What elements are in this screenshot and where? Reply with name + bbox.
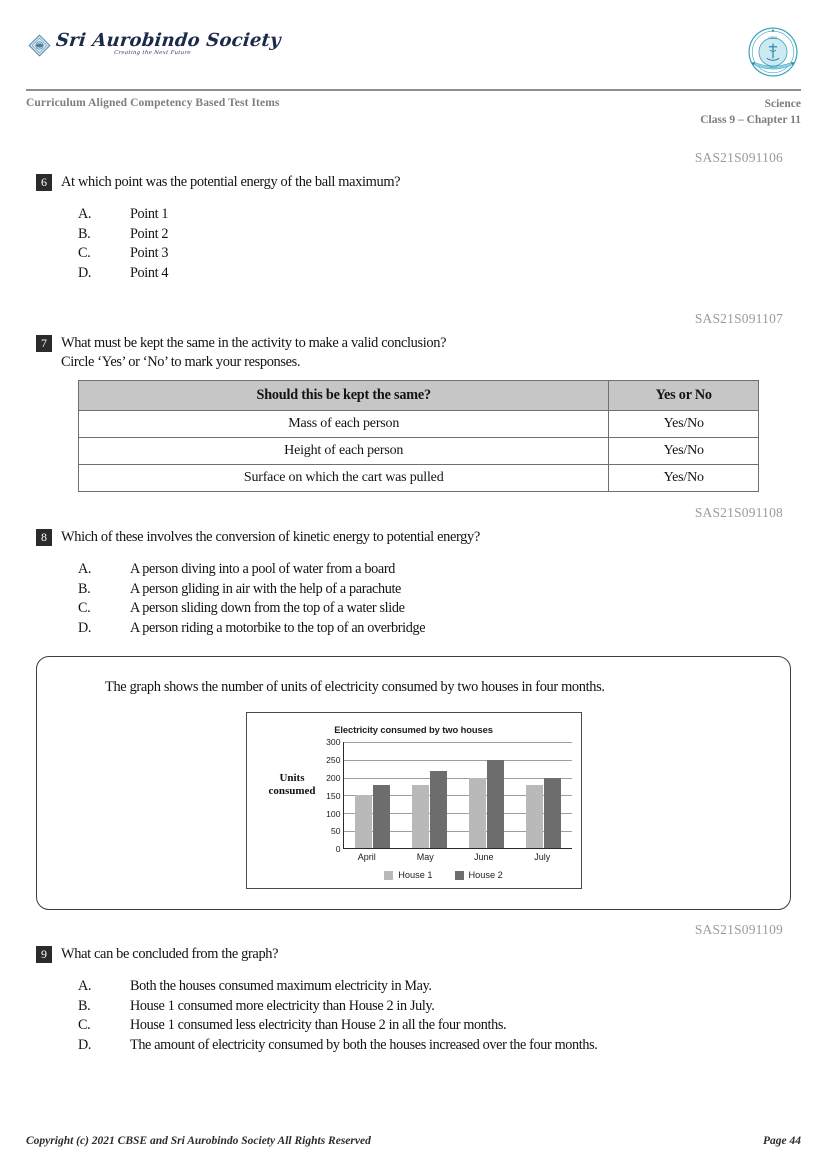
item-code-7: SAS21S091107	[694, 310, 783, 326]
cbse-emblem-icon	[747, 26, 799, 78]
stimulus-box	[36, 656, 791, 910]
options-list-9	[0, 977, 827, 1055]
table-header-row	[79, 381, 759, 411]
item-code-9: SAS21S091109	[694, 922, 783, 938]
x-tick-label: May	[416, 852, 434, 863]
option-item[interactable]	[78, 560, 827, 579]
sas-diamond-icon	[28, 34, 51, 57]
question-block-8	[0, 505, 827, 638]
table-row	[79, 465, 759, 492]
bar-house1-april	[355, 795, 372, 848]
bar-house2-july	[544, 778, 561, 849]
y-tick: 250	[326, 755, 341, 766]
question-stem-row-8	[0, 528, 827, 547]
copyright-text: Copyright (c) 2021 CBSE and Sri Aurobindo Society All Rights Reserved	[26, 1135, 371, 1147]
question-stem-row-9	[0, 945, 827, 964]
question-block-7	[0, 311, 827, 492]
page-number: Page 44	[762, 1135, 801, 1147]
bar-house1-june	[469, 778, 486, 849]
table-row	[79, 411, 759, 438]
option-text: Point 4	[130, 264, 169, 281]
bar-house1-july	[526, 785, 543, 849]
option-text: Point 1	[130, 206, 169, 223]
option-text: Point 3	[130, 245, 169, 262]
legend-label: House 2	[468, 870, 503, 881]
table-cell-statement: Mass of each person	[79, 411, 609, 438]
y-axis-label-line1: Units	[279, 771, 305, 784]
sas-wordmark	[56, 32, 281, 56]
legend-swatch-icon	[384, 871, 393, 880]
y-axis-label-line2: consumed	[268, 784, 316, 797]
chart-x-axis-labels	[338, 852, 572, 862]
option-letter: B.	[78, 225, 91, 242]
option-text: A person riding a motorbike to the top of an overbridge	[130, 619, 426, 636]
chart-title: Electricity consumed by two houses	[334, 724, 493, 736]
chart-plot-area	[343, 742, 572, 849]
option-letter: D.	[78, 264, 92, 281]
y-tick: 300	[326, 737, 341, 748]
chart-bar-groups	[344, 742, 572, 848]
stimulus-intro-text: The graph shows the number of units of electricity consumed by two houses in four months.	[105, 679, 605, 696]
option-text: The amount of electricity consumed by both the houses increased over the four months.	[130, 1036, 598, 1053]
option-item[interactable]	[78, 619, 827, 638]
questions-container	[0, 150, 827, 1055]
item-code-8: SAS21S091108	[694, 505, 783, 521]
question-text-8: Which of these involves the conversion of kinetic energy to potential energy?	[61, 529, 480, 546]
option-item[interactable]	[78, 977, 827, 996]
option-item[interactable]	[78, 1016, 827, 1035]
option-letter: A.	[78, 206, 92, 223]
svg-text:INDIA: INDIA	[769, 65, 777, 70]
option-letter: B.	[78, 997, 91, 1014]
question-block-9	[0, 922, 827, 1055]
bar-house1-may	[412, 785, 429, 849]
question-text-line2: Circle ‘Yes’ or ‘No’ to mark your responses.	[61, 354, 301, 371]
y-tick: 150	[326, 790, 341, 801]
society-tagline: Creating the Next Future	[113, 50, 192, 56]
option-item[interactable]	[78, 264, 827, 283]
chart-legend	[316, 870, 572, 882]
table-header-cell: Yes or No	[609, 381, 759, 411]
chart-body	[256, 737, 572, 855]
option-text: A person sliding down from the top of a water slide	[130, 600, 405, 617]
legend-item-house1	[384, 870, 432, 880]
bar-group-april	[344, 742, 401, 848]
yes-no-table	[78, 380, 759, 492]
option-text: Point 2	[130, 225, 169, 242]
y-tick: 100	[326, 808, 341, 819]
table-cell-response[interactable]: Yes/No	[609, 465, 759, 492]
x-tick-label: July	[534, 852, 551, 863]
option-item[interactable]	[78, 599, 827, 618]
option-text: Both the houses consumed maximum electricity in May.	[130, 978, 432, 995]
options-list-8	[0, 560, 827, 638]
bar-house2-june	[487, 760, 504, 848]
option-item[interactable]	[78, 997, 827, 1016]
page-footer	[26, 1135, 801, 1147]
options-list-6	[0, 205, 827, 283]
header-subtitle-row	[26, 96, 801, 129]
question-number-9: 9	[36, 946, 52, 963]
x-tick-label: April	[357, 852, 376, 863]
option-item[interactable]	[78, 225, 827, 244]
sri-aurobindo-society-logo	[28, 32, 281, 57]
question-block-6	[0, 150, 827, 283]
option-text: House 1 consumed more electricity than House 2 in July.	[130, 997, 435, 1014]
table-header-cell: Should this be kept the same?	[79, 381, 609, 411]
question-stem-row-7	[0, 334, 827, 372]
document-title: Curriculum Aligned Competency Based Test Items	[26, 97, 280, 109]
header-divider	[26, 89, 801, 91]
bar-group-may	[401, 742, 458, 848]
society-name: Sri Aurobindo Society	[54, 30, 282, 51]
subject-label: Science	[764, 98, 801, 110]
table-cell-statement: Height of each person	[79, 438, 609, 465]
table-cell-response[interactable]: Yes/No	[609, 411, 759, 438]
option-letter: D.	[78, 619, 92, 636]
bar-house2-april	[373, 785, 390, 849]
option-letter: D.	[78, 1036, 92, 1053]
legend-item-house2	[455, 870, 503, 880]
option-item[interactable]	[78, 1036, 827, 1055]
option-letter: B.	[78, 580, 91, 597]
question-number-7: 7	[36, 335, 52, 352]
question-text-7	[61, 334, 446, 372]
question-stem-row-6	[0, 173, 827, 192]
y-tick: 0	[335, 844, 341, 855]
yes-no-table-wrapper	[0, 380, 827, 492]
subject-class-block	[700, 96, 801, 129]
legend-swatch-icon	[455, 871, 464, 880]
option-letter: A.	[78, 978, 92, 995]
question-number-6: 6	[36, 174, 52, 191]
bar-chart	[246, 712, 582, 889]
table-row	[79, 438, 759, 465]
x-tick-label: June	[473, 852, 494, 863]
chart-y-ticks	[321, 737, 343, 855]
bar-group-june	[458, 742, 515, 848]
option-letter: C.	[78, 245, 91, 262]
option-item[interactable]	[78, 244, 827, 263]
option-text: A person gliding in air with the help of a parachute	[130, 580, 401, 597]
item-code-6: SAS21S091106	[694, 150, 783, 165]
option-letter: C.	[78, 600, 91, 617]
y-tick: 200	[326, 772, 341, 783]
question-number-8: 8	[36, 529, 52, 546]
option-letter: C.	[78, 1017, 91, 1034]
page-header	[0, 0, 827, 127]
option-text: House 1 consumed less electricity than House 2 in all the four months.	[130, 1017, 507, 1034]
bar-house2-may	[430, 771, 447, 849]
option-text: A person diving into a pool of water from a board	[130, 561, 395, 578]
option-item[interactable]	[78, 205, 827, 224]
y-tick: 50	[330, 826, 341, 837]
option-letter: A.	[78, 561, 92, 578]
bar-group-july	[515, 742, 572, 848]
table-cell-statement: Surface on which the cart was pulled	[79, 465, 609, 492]
class-chapter-label: Class 9 – Chapter 11	[700, 114, 801, 127]
svg-text:CBSE: CBSE	[768, 36, 778, 40]
legend-label: House 1	[398, 870, 433, 881]
option-item[interactable]	[78, 580, 827, 599]
question-text-9: What can be concluded from the graph?	[61, 946, 279, 963]
table-cell-response[interactable]: Yes/No	[609, 438, 759, 465]
chart-y-axis-label	[256, 742, 321, 849]
question-text-6: At which point was the potential energy of the ball maximum?	[61, 174, 401, 190]
question-text-line1: What must be kept the same in the activity to make a valid conclusion?	[61, 334, 447, 351]
